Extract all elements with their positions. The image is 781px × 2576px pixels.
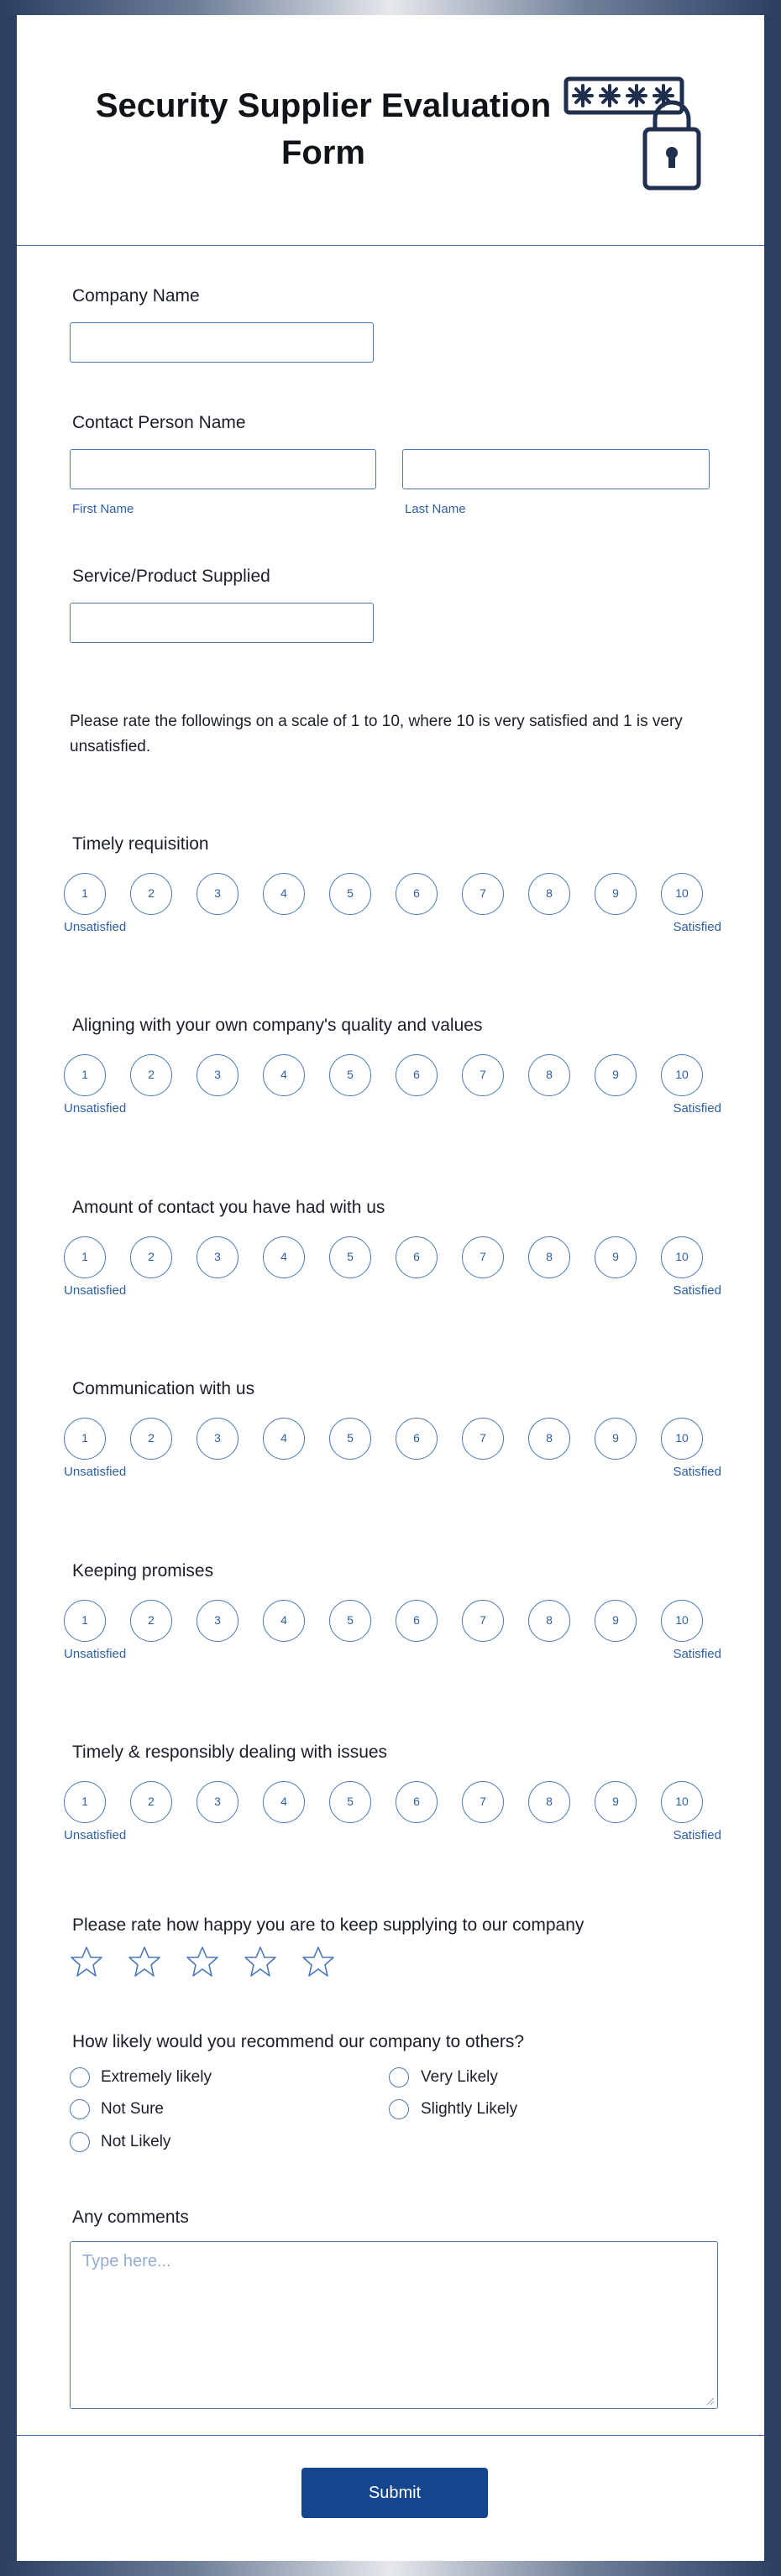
- scale-option-3[interactable]: 3: [197, 1418, 238, 1460]
- star-icon[interactable]: [128, 1945, 161, 1978]
- scale-option-6[interactable]: 6: [396, 1418, 438, 1460]
- resize-grip-icon[interactable]: [706, 2397, 715, 2406]
- scale-high-label: Satisfied: [673, 1647, 721, 1661]
- scale-option-7[interactable]: 7: [462, 873, 504, 915]
- rating-scale-row: [64, 1781, 719, 1823]
- scale-option-6[interactable]: 6: [396, 1781, 438, 1823]
- radio-not-sure[interactable]: [70, 2099, 90, 2119]
- rating-question-label: Keeping promises: [72, 1561, 214, 1581]
- footer-divider: [17, 2435, 764, 2436]
- scale-low-label: Unsatisfied: [64, 1101, 127, 1116]
- option-very-likely-label: Very Likely: [421, 2068, 498, 2086]
- rating-scale-row: [64, 1418, 719, 1460]
- company-name-label: Company Name: [72, 286, 200, 306]
- radio-extremely-likely[interactable]: [70, 2067, 90, 2087]
- rating-question-label: Communication with us: [72, 1379, 255, 1398]
- scale-option-10[interactable]: 10: [661, 873, 703, 915]
- scale-high-label: Satisfied: [673, 1465, 721, 1479]
- scale-option-3[interactable]: 3: [197, 1236, 238, 1278]
- top-decorative-bar: [0, 0, 781, 15]
- scale-option-10[interactable]: 10: [661, 1054, 703, 1096]
- rating-scale-row: [64, 1054, 719, 1096]
- page-title: Security Supplier Evaluation Form: [95, 87, 552, 171]
- star-icon[interactable]: [186, 1945, 219, 1978]
- scale-option-10[interactable]: 10: [661, 1781, 703, 1823]
- rating-question-label: Timely requisition: [72, 834, 209, 854]
- scale-option-6[interactable]: 6: [396, 1054, 438, 1096]
- scale-option-5[interactable]: 5: [329, 1781, 371, 1823]
- star-rating-label: Please rate how happy you are to keep supplying to our company: [72, 1915, 584, 1935]
- scale-option-1[interactable]: 1: [64, 1236, 106, 1278]
- scale-option-5[interactable]: 5: [329, 1054, 371, 1096]
- scale-option-8[interactable]: 8: [528, 1600, 570, 1642]
- scale-option-7[interactable]: 7: [462, 1781, 504, 1823]
- company-name-input[interactable]: [70, 322, 374, 363]
- scale-option-2[interactable]: 2: [130, 1600, 172, 1642]
- scale-option-4[interactable]: 4: [263, 1054, 305, 1096]
- star-icon[interactable]: [301, 1945, 335, 1978]
- scale-low-label: Unsatisfied: [64, 920, 127, 934]
- scale-option-9[interactable]: 9: [595, 1781, 637, 1823]
- scale-option-2[interactable]: 2: [130, 1236, 172, 1278]
- scale-option-10[interactable]: 10: [661, 1418, 703, 1460]
- comments-placeholder: Type here...: [82, 2252, 171, 2270]
- rating-scale-row: [64, 1236, 719, 1278]
- radio-slightly-likely[interactable]: [389, 2099, 409, 2119]
- scale-option-3[interactable]: 3: [197, 873, 238, 915]
- scale-option-9[interactable]: 9: [595, 1054, 637, 1096]
- scale-option-9[interactable]: 9: [595, 1600, 637, 1642]
- scale-low-label: Unsatisfied: [64, 1283, 127, 1298]
- rating-scale-row: [64, 873, 719, 915]
- option-slightly-likely-label: Slightly Likely: [421, 2100, 518, 2118]
- scale-high-label: Satisfied: [673, 1283, 721, 1298]
- scale-option-7[interactable]: 7: [462, 1600, 504, 1642]
- scale-option-9[interactable]: 9: [595, 873, 637, 915]
- option-not-likely-label: Not Likely: [101, 2133, 171, 2150]
- star-icon[interactable]: [70, 1945, 103, 1978]
- scale-option-4[interactable]: 4: [263, 1781, 305, 1823]
- radio-not-likely[interactable]: [70, 2132, 90, 2152]
- scale-option-8[interactable]: 8: [528, 1236, 570, 1278]
- rating-question-label: Aligning with your own company's quality and values: [72, 1016, 483, 1035]
- contact-person-label: Contact Person Name: [72, 413, 246, 432]
- scale-option-5[interactable]: 5: [329, 873, 371, 915]
- scale-low-label: Unsatisfied: [64, 1828, 127, 1842]
- first-name-sublabel: First Name: [72, 502, 134, 516]
- scale-option-1[interactable]: 1: [64, 1781, 106, 1823]
- scale-high-label: Satisfied: [673, 1101, 721, 1116]
- star-icon[interactable]: [244, 1945, 277, 1978]
- option-extremely-likely-label: Extremely likely: [101, 2068, 212, 2086]
- scale-option-9[interactable]: 9: [595, 1418, 637, 1460]
- rating-question-label: Timely & responsibly dealing with issues: [72, 1743, 388, 1762]
- scale-option-5[interactable]: 5: [329, 1600, 371, 1642]
- rating-instructions: Please rate the followings on a scale of 1 to 10, where 10 is very satisfied and 1 is very unsatisfied.: [70, 713, 683, 755]
- scale-option-2[interactable]: 2: [130, 1781, 172, 1823]
- scale-option-8[interactable]: 8: [528, 873, 570, 915]
- scale-option-8[interactable]: 8: [528, 1418, 570, 1460]
- comments-label: Any comments: [72, 2208, 189, 2227]
- password-lock-icon: [563, 76, 714, 193]
- scale-option-2[interactable]: 2: [130, 1418, 172, 1460]
- option-not-sure-label: Not Sure: [101, 2100, 164, 2118]
- scale-option-3[interactable]: 3: [197, 1600, 238, 1642]
- scale-option-8[interactable]: 8: [528, 1054, 570, 1096]
- comments-textarea[interactable]: [70, 2241, 718, 2409]
- scale-high-label: Satisfied: [673, 920, 721, 934]
- service-product-label: Service/Product Supplied: [72, 567, 270, 586]
- radio-very-likely[interactable]: [389, 2067, 409, 2087]
- scale-option-6[interactable]: 6: [396, 873, 438, 915]
- last-name-sublabel: Last Name: [405, 502, 466, 516]
- scale-option-2[interactable]: 2: [130, 873, 172, 915]
- scale-option-7[interactable]: 7: [462, 1236, 504, 1278]
- scale-option-7[interactable]: 7: [462, 1418, 504, 1460]
- rating-scale-row: [64, 1600, 719, 1642]
- scale-option-4[interactable]: 4: [263, 1418, 305, 1460]
- scale-option-5[interactable]: 5: [329, 1418, 371, 1460]
- scale-high-label: Satisfied: [673, 1828, 721, 1842]
- scale-option-9[interactable]: 9: [595, 1236, 637, 1278]
- scale-option-1[interactable]: 1: [64, 873, 106, 915]
- scale-option-1[interactable]: 1: [64, 1054, 106, 1096]
- last-name-input[interactable]: [402, 449, 710, 489]
- scale-option-1[interactable]: 1: [64, 1600, 106, 1642]
- form-card: [17, 15, 764, 2561]
- scale-option-7[interactable]: 7: [462, 1054, 504, 1096]
- scale-option-4[interactable]: 4: [263, 1600, 305, 1642]
- scale-option-1[interactable]: 1: [64, 1418, 106, 1460]
- scale-option-3[interactable]: 3: [197, 1781, 238, 1823]
- scale-option-5[interactable]: 5: [329, 1236, 371, 1278]
- scale-option-10[interactable]: 10: [661, 1236, 703, 1278]
- scale-option-3[interactable]: 3: [197, 1054, 238, 1096]
- scale-low-label: Unsatisfied: [64, 1465, 127, 1479]
- scale-low-label: Unsatisfied: [64, 1647, 127, 1661]
- rating-question-label: Amount of contact you have had with us: [72, 1198, 385, 1217]
- scale-option-6[interactable]: 6: [396, 1600, 438, 1642]
- scale-option-6[interactable]: 6: [396, 1236, 438, 1278]
- submit-button[interactable]: Submit: [301, 2468, 488, 2518]
- scale-option-8[interactable]: 8: [528, 1781, 570, 1823]
- scale-option-10[interactable]: 10: [661, 1600, 703, 1642]
- scale-option-4[interactable]: 4: [263, 1236, 305, 1278]
- service-product-input[interactable]: [70, 603, 374, 643]
- first-name-input[interactable]: [70, 449, 376, 489]
- recommend-label: How likely would you recommend our company to others?: [72, 2032, 525, 2051]
- form-header: [17, 15, 764, 246]
- scale-option-2[interactable]: 2: [130, 1054, 172, 1096]
- scale-option-4[interactable]: 4: [263, 873, 305, 915]
- bottom-decorative-bar: [0, 2561, 781, 2576]
